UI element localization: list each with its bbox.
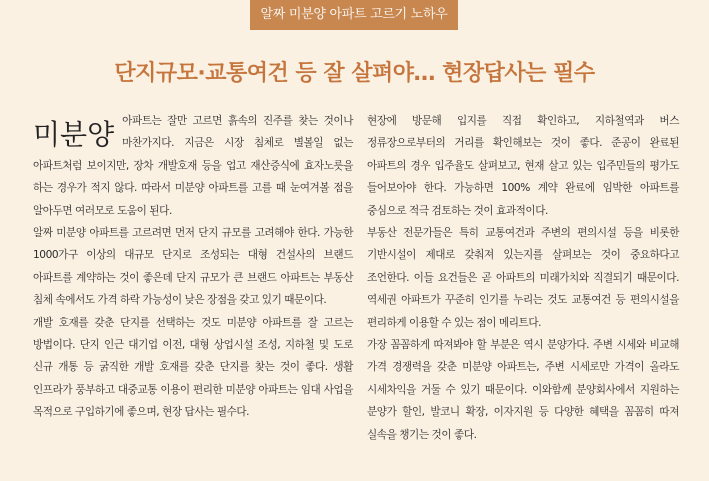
paragraph: 개발 호재를 갖춘 단지를 선택하는 것도 미분양 아파트를 잘 고르는 방법이다. 단지 인근 대기업 이전, 대형 상업시설 조성, 지하철 및 도로 신규 개통 등 굵직한 개발 호재를 갖춘 단지를 찾는 것이 좋다. 생활 인프라가 풍부하고 대중교통 이용이 편리한 미분양 아파트는 임대 사업을 목적으로 구입하기에 좋으며, 현장 답사는 필수다. xyxy=(33,316,353,419)
paragraph: 알짜 미분양 아파트를 고르려면 먼저 단지 규모를 고려해야 한다. 가능한 1000가구 이상의 대규모 단지로 조성되는 대형 건설사의 브랜드 아파트를 계약하는 것이 좋은데 단지 규모가 큰 브랜드 아파트는 부동산 침체 속에서도 가격 하락 가능성이 낮은 장점을 갖고 있기 때문이다. xyxy=(33,227,353,307)
paragraph-text: 아파트는 잘만 고르면 흙속의 진주를 찾는 것이나 마찬가지다. 지금은 시장 침체로 별볼일 없는 아파트처럼 보이지만, 장차 개발호재 등을 업고 재산증식에 효자노릇을 하는 경우가 적지 않다. 따라서 미분양 아파트를 고를 때 눈여겨볼 점을 알아두면 여러모로 도움이 된다. xyxy=(33,115,353,217)
paragraph: 가장 꼼꼼하게 따져봐야 할 부분은 역시 분양가다. 주변 시세와 비교해 가격 경쟁력을 갖춘 미분양 아파트는, 주변 시세로만 가격이 올라도 시세차익을 거둘 수 있기 때문이다. 이와함께 분양회사에서 지원하는 분양가 할인, 발코니 확장, 이자지원 등 다양한 혜택을 꼼꼼히 따져 실속을 챙기는 것이 좋다. xyxy=(367,339,679,441)
article-column-left xyxy=(33,110,353,424)
drop-cap: 미분양 xyxy=(33,118,115,151)
headline: 단지규모·교통여건 등 잘 살펴야… 현장답사는 필수 xyxy=(114,61,595,86)
paragraph xyxy=(33,110,353,222)
paragraph: 부동산 전문가들은 특히 교통여건과 주변의 편의시설 등을 비롯한 기반시설이 제대로 갖춰져 있는지를 살펴보는 것이 중요하다고 조언한다. 이들 요건들은 곧 아파트의 미래가치와 직결되기 때문이다. 역세권 아파트가 꾸준히 인기를 누리는 것도 교통여건 등 편의시설을 편리하게 이용할 수 있는 점이 메리트다. xyxy=(367,227,679,329)
section-tag: 알짜 미분양 아파트 고르기 노하우 xyxy=(250,0,458,30)
paragraph: 현장에 방문해 입지를 직접 확인하고, 지하철역과 버스 정류장으로부터의 거리를 확인해보는 것이 좋다. 준공이 완료된 아파트의 경우 입주율도 살펴보고, 현재 살고 있는 입주민들의 평가도 들어보아야 한다. 가능하면 100% 계약 완료에 임박한 아파트를 중심으로 적극 검토하는 것이 효과적이다. xyxy=(367,115,679,217)
article-column-right xyxy=(367,110,679,446)
